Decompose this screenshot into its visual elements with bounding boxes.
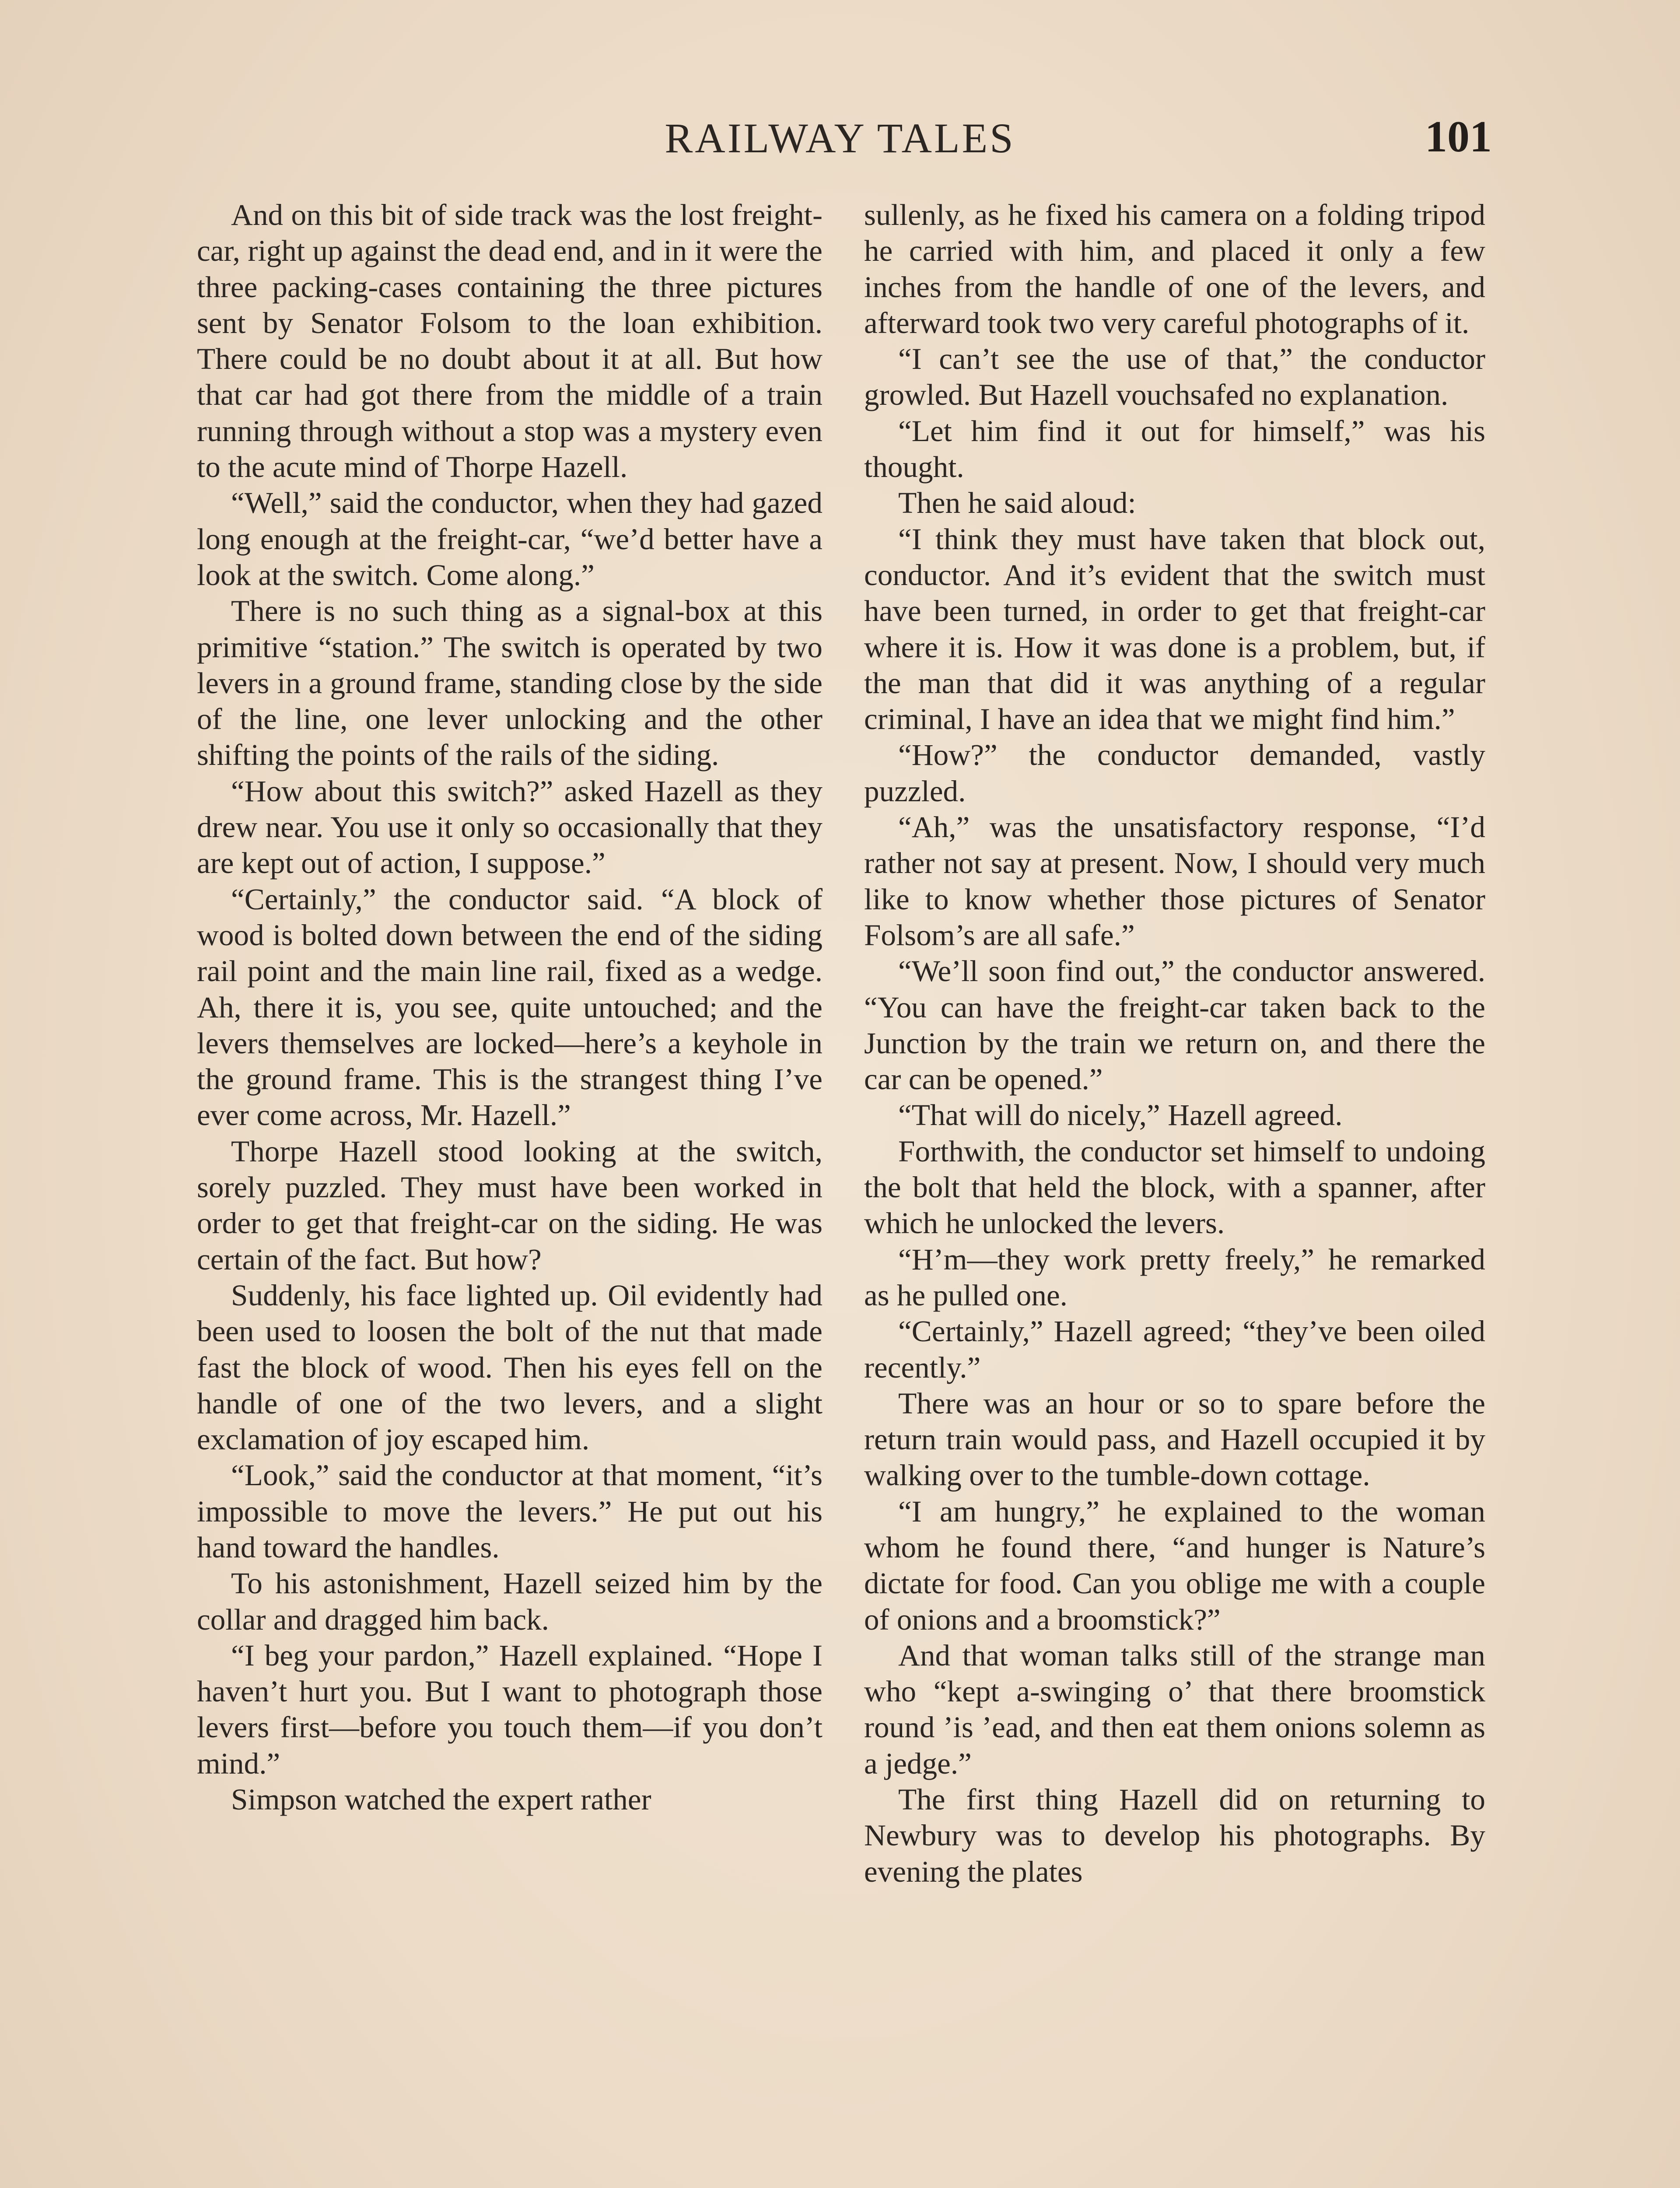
paragraph: Forthwith, the conductor set himself to undoing the bolt that held the block, with a spanner, after which he unlocked the levers. — [864, 1134, 1485, 1240]
paragraph: There was an hour or so to spare before the return train would pass, and Hazell occupied it by walking over to the tumble-down cottage. — [864, 1386, 1485, 1492]
paragraph: “I am hungry,” he explained to the woman whom he found there, “and hunger is Nature’s dictate for food. Can you oblige me with a couple of onions and a broomstick?” — [864, 1494, 1485, 1636]
paragraph: And on this bit of side track was the lost freight-car, right up against the dead end, and in it were the three packing-cases containing the three pictures sent by Senator Folsom to the loan exhibition. There could be no doubt about it at all. But how that car had got there from the middle of a train running through without a stop was a mystery even to the acute mind of Thorpe Hazell. — [197, 198, 822, 484]
paragraph: “Look,” said the conductor at that moment, “it’s impossible to move the levers.” He put out his hand toward the handles. — [197, 1458, 822, 1564]
paragraph: To his astonishment, Hazell seized him by the collar and dragged him back. — [197, 1566, 822, 1636]
paragraph: “Certainly,” Hazell agreed; “they’ve been oiled recently.” — [864, 1314, 1485, 1384]
paragraph: “Ah,” was the unsatisfactory response, “I’d rather not say at present. Now, I should very much like to know whether those pictures of Senator Folsom’s are all safe.” — [864, 810, 1485, 952]
paragraph: “How?” the conductor demanded, vastly puzzled. — [864, 738, 1485, 808]
paragraph: “That will do nicely,” Hazell agreed. — [898, 1098, 1343, 1132]
paragraph-continuation: sullenly, as he fixed his camera on a folding tripod he carried with him, and placed it only a few inches from the handle of one of the levers, and afterward took two very careful photographs of it. — [864, 198, 1485, 340]
paragraph: Then he said aloud: — [898, 486, 1136, 520]
paragraph: “Let him find it out for himself,” was his thought. — [864, 414, 1485, 484]
paragraph: Simpson watched the expert rather — [231, 1782, 651, 1816]
page-number: 101 — [1425, 112, 1492, 161]
paragraph: There is no such thing as a signal-box at this primitive “station.” The switch is operated by two levers in a ground frame, standing close by the side of the line, one lever unlocking and the other shifting the points of the rails of the siding. — [197, 594, 822, 772]
paragraph: “Well,” said the conductor, when they had gazed long enough at the freight-car, “we’d better have a look at the switch. Come along.” — [197, 486, 822, 592]
paragraph: “We’ll soon find out,” the conductor answered. “You can have the freight-car taken back to the Junction by the train we return on, and there the car can be opened.” — [864, 954, 1485, 1096]
paragraph: “I can’t see the use of that,” the conductor growled. But Hazell vouchsafed no explanation. — [864, 342, 1485, 412]
paragraph: Suddenly, his face lighted up. Oil evidently had been used to loosen the bolt of the nut that made fast the block of wood. Then his eyes fell on the handle of one of the two levers, and a slight exclamation of joy escaped him. — [197, 1278, 822, 1456]
left-column — [197, 197, 822, 1817]
paragraph: “How about this switch?” asked Hazell as they drew near. You use it only so occasionally that they are kept out of action, I suppose.” — [197, 774, 822, 880]
right-column — [864, 197, 1485, 1890]
paragraph: “Certainly,” the conductor said. “A block of wood is bolted down between the end of the siding rail point and the main line rail, fixed as a wedge. Ah, there it is, you see, quite untouched; and the levers themselves are locked—here’s a keyhole in the ground frame. This is the strangest thing I’ve ever come across, Mr. Hazell.” — [197, 882, 822, 1132]
paragraph: “I think they must have taken that block out, conductor. And it’s evident that the switch must have been turned, in order to get that freight-car where it is. How it was done is a problem, but, if the man that did it was anything of a regular criminal, I have an idea that we might find him.” — [864, 522, 1485, 736]
paragraph: The first thing Hazell did on returning to Newbury was to develop his photographs. By evening the plates — [864, 1782, 1485, 1888]
paragraph: “H’m—they work pretty freely,” he remarked as he pulled one. — [864, 1242, 1485, 1312]
paragraph: “I beg your pardon,” Hazell explained. “Hope I haven’t hurt you. But I want to photograph those levers first—before you touch them—if you don’t mind.” — [197, 1638, 822, 1780]
running-title: RAILWAY TALES — [665, 115, 1015, 161]
paragraph: And that woman talks still of the strange man who “kept a-swinging o’ that there broomstick round ’is ’ead, and then eat them onions solemn as a jedge.” — [864, 1638, 1485, 1780]
paragraph: Thorpe Hazell stood looking at the switch, sorely puzzled. They must have been worked in order to get that freight-car on the siding. He was certain of the fact. But how? — [197, 1134, 822, 1276]
